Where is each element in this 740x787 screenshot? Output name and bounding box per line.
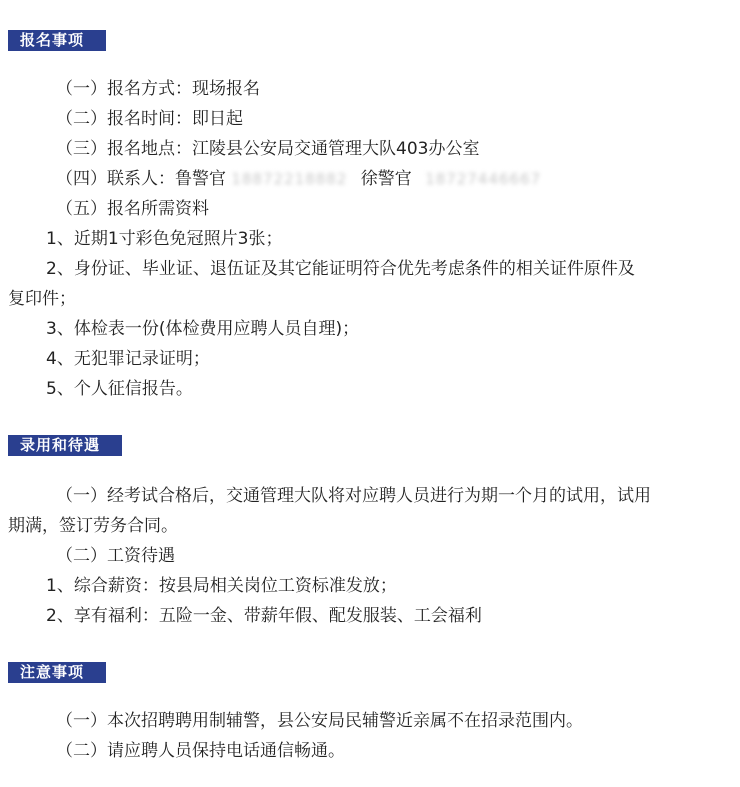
required-materials-heading: （五）报名所需资料 bbox=[56, 199, 209, 219]
salary-item-1: 1、综合薪资：按县局相关岗位工资标准发放； bbox=[46, 576, 397, 596]
material-item-2-continued: 复印件； bbox=[8, 289, 76, 309]
section-title: 录用和待遇 bbox=[8, 435, 122, 456]
material-item-3: 3、体检表一份(体检费用应聘人员自理)； bbox=[46, 319, 360, 339]
section-header-notes bbox=[8, 662, 106, 683]
contact-prefix: （四）联系人：鲁警官 bbox=[56, 169, 226, 189]
contact-middle: 徐警官 bbox=[360, 169, 412, 189]
material-item-4: 4、无犯罪记录证明； bbox=[46, 349, 210, 369]
material-item-2: 2、身份证、毕业证、退伍证及其它能证明符合优先考虑条件的相关证件原件及 bbox=[46, 259, 635, 279]
registration-method: （一）报名方式：现场报名 bbox=[56, 79, 260, 99]
note-item-2: （二）请应聘人员保持电话通信畅通。 bbox=[56, 741, 345, 761]
contact-person bbox=[56, 168, 541, 190]
note-item-1: （一）本次招聘聘用制辅警，县公安局民辅警近亲属不在招录范围内。 bbox=[56, 711, 583, 731]
section-header-registration bbox=[8, 30, 106, 51]
salary-heading: （二）工资待遇 bbox=[56, 546, 175, 566]
section-title: 报名事项 bbox=[8, 30, 106, 51]
salary-item-2: 2、享有福利：五险一金、带薪年假、配发服装、工会福利 bbox=[46, 606, 482, 626]
material-item-5: 5、个人征信报告。 bbox=[46, 379, 193, 399]
contact-phone-2: 18727446667 bbox=[425, 170, 542, 188]
material-item-1: 1、近期1寸彩色免冠照片3张； bbox=[46, 229, 283, 249]
section-title: 注意事项 bbox=[8, 662, 106, 683]
section-header-employment bbox=[8, 435, 122, 456]
registration-time: （二）报名时间：即日起 bbox=[56, 109, 243, 129]
registration-location: （三）报名地点：江陵县公安局交通管理大队403办公室 bbox=[56, 139, 480, 159]
probation-text-continued: 期满，签订劳务合同。 bbox=[8, 516, 178, 536]
contact-phone-1: 18872218882 bbox=[231, 170, 348, 188]
probation-text: （一）经考试合格后，交通管理大队将对应聘人员进行为期一个月的试用，试用 bbox=[56, 486, 651, 506]
